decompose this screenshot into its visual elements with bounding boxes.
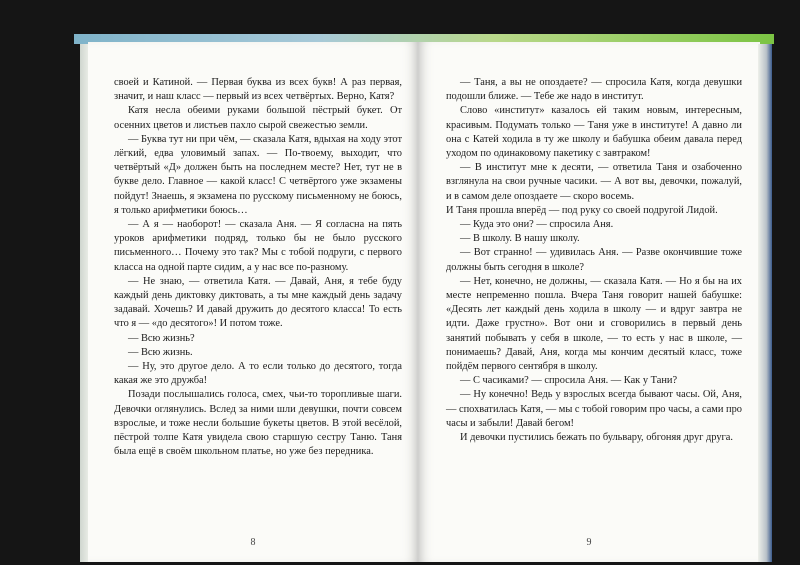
paragraph: — Таня, а вы не опоздаете? — спросила Катя, когда девушки подошли ближе. — Тебе же надо в институт. (446, 77, 742, 103)
left-page (88, 42, 418, 562)
paragraph: Слово «институт» казалось ей таким новым, интересным, красивым. Подумать только — Таня уже в институте! А давно ли она с Катей ходила в ту же школу и бабушка обеим давала перед уходом по одинаковому пакетику с завтраком! (446, 105, 742, 160)
paragraph: — Нет, конечно, не должны, — сказала Катя. — Но я бы на их месте непременно пошла. Вчера Таня говорит нашей бабушке: «Десять лет каждый день ходила в школу — и вдруг завтра не идти. Даже грустно». Вот они и сговорились в первый день занятий побывать у себя в школе, — то есть у нас в школе, — понимаешь? Давай, Аня, когда мы кончим десятый класс, тоже пойдём первого сентября в школу. (446, 275, 742, 373)
left-page-text (114, 76, 402, 459)
paragraph: — Не знаю, — ответила Катя. — Давай, Аня, я тебе буду каждый день диктовку диктовать, а ты мне каждый день задачу задавай. Хочешь? И давай дружить до десятого класса! То есть что я — «до десятого»! И потом тоже. (114, 275, 402, 330)
paragraph: — В школу. В нашу школу. (460, 233, 580, 245)
paragraph: Позади послышались голоса, смех, чьи-то торопливые шаги. Девочки оглянулись. Вслед за ними шли девушки, почти совсем взрослые, и тоже несли большие букеты цветов. В этой весёлой, пёстрой толпе Катя увидела свою старшую сестру Таню. Таня была ещё в своём школьном платье, но уже без передника. (114, 389, 402, 458)
paragraph: — В институт мне к десяти, — ответила Таня и озабоченно взглянула на свои ручные часики. — А вот вы, девочки, пожалуй, и в самом деле опоздаете — скоро восемь. (446, 162, 742, 202)
paragraph: И девочки пустились бежать по бульвару, обгоняя друг друга. (460, 432, 734, 444)
right-page-edge (758, 44, 772, 562)
page-number: 9 (586, 537, 592, 548)
right-page-text (446, 76, 742, 445)
paragraph: И Таня прошла вперёд — под руку со своей подругой Лидой. (446, 204, 718, 216)
paragraph: Катя несла обеими руками большой пёстрый букет. От осенних цветов и листьев пахло сырой свежестью земли. (114, 105, 402, 131)
paragraph: — Куда это они? — спросила Аня. (460, 219, 614, 231)
paragraph: — Всю жизнь? (128, 332, 195, 344)
paragraph: — Ну, это другое дело. А то если только до десятого, тогда какая же это дружба! (114, 361, 402, 387)
paragraph: — А я — наоборот! — сказала Аня. — Я согласна на пять уроков арифметики подряд, только бы не было русского письменного… Почему это так? Мы с тобой подруги, с первого класса на одной парте сидим, а у нас все по-разному. (114, 219, 402, 273)
paragraph: — Буква тут ни при чём, — сказала Катя, вдыхая на ходу этот лёгкий, едва уловимый запах. — По-твоему, выходит, что четвёртый «Д» должен быть на последнем месте? Нет, тут не в букве дело. Главное — какой класс! С четвёртого уже экзамены пойдут! Знаешь, я экзамена по русскому письменному не боюсь, я только арифметики боюсь… (114, 133, 402, 216)
paragraph: — Всю жизнь. (128, 346, 193, 358)
open-book (74, 34, 774, 562)
right-page (418, 42, 760, 562)
paragraph: — Ну конечно! Ведь у взрослых всегда бывают часы. Ой, Аня, — спохватилась Катя, — мы с тобой говорим про часы, а сами про часы и забыли! Давай бегом! (446, 389, 742, 429)
page-number: 8 (250, 537, 256, 548)
paragraph: — С часиками? — спросила Аня. — Как у Тани? (460, 375, 678, 387)
paragraph: — Вот странно! — удивилась Аня. — Разве окончившие тоже должны быть сегодня в школе? (446, 247, 742, 273)
paragraph: своей и Катиной. — Первая буква из всех букв! А раз первая, значит, и наш класс — первый из всех четвёртых. Верно, Катя? (114, 77, 402, 103)
